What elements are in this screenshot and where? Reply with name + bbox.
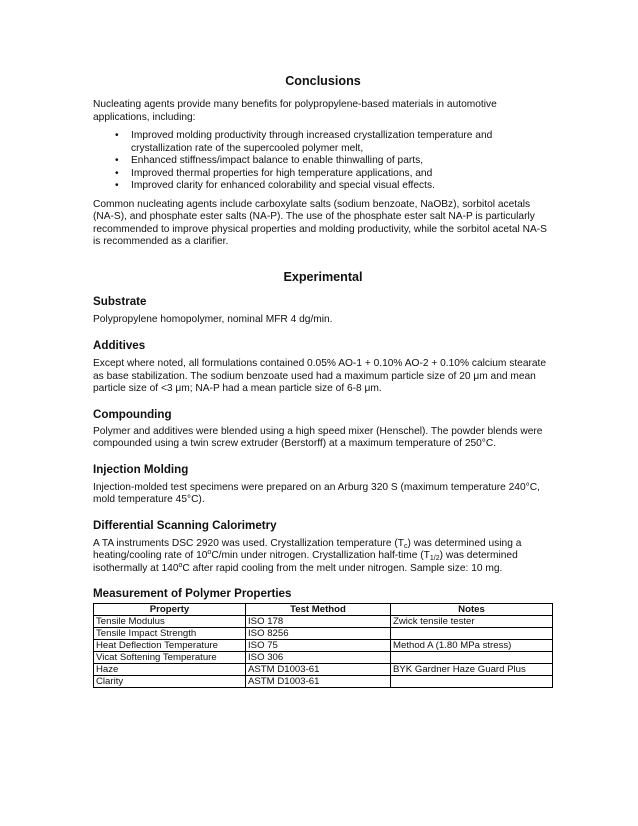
table-cell: Tensile Modulus <box>94 616 246 628</box>
dsc-text-part: C after rapid cooling from the melt under nitrogen. Sample size: 10 mg. <box>182 562 503 574</box>
dsc-text-part: ) was determined using a heating/cooling rate of 10 <box>93 537 522 561</box>
conclusions-title: Conclusions <box>285 74 361 88</box>
dsc-text-part: A TA instruments DSC 2920 was used. Crystallization temperature (T <box>93 537 405 549</box>
list-item: • Improved molding productivity through increased crystallization temperature and crystallization rate of the supercooled polymer melt, <box>93 130 553 155</box>
dsc-superscript: o <box>178 561 183 569</box>
conclusions-intro: Nucleating agents provide many benefits for polypropylene-based materials in automotive applications, including: <box>93 99 497 123</box>
measurement-heading: Measurement of Polymer Properties <box>93 587 292 600</box>
experimental-title: Experimental <box>283 269 363 284</box>
table-cell: Tensile Impact Strength <box>94 628 246 640</box>
table-cell: ASTM D1003-61 <box>246 664 391 676</box>
dsc-superscript: o <box>207 549 212 556</box>
table-cell: ISO 75 <box>246 640 391 652</box>
list-item: • Improved thermal properties for high temperature applications, and <box>93 168 553 181</box>
dsc-subscript: c <box>404 542 408 550</box>
additives-heading: Additives <box>93 339 146 352</box>
dsc-text <box>93 538 553 576</box>
table-cell: ASTM D1003-61 <box>246 676 391 688</box>
conclusions-closing: Common nucleating agents include carboxylate salts (sodium benzoate, NaOBz), sorbitol acetals (NA-S), and phosphate ester salts (NA-P). The use of the phosphate ester salt NA-P is particularly recommended to improve physical properties and molding productivity, while the sorbitol acetal NA-S is recommended as a clarifier. <box>93 198 547 247</box>
dsc-text-part: C/min under nitrogen. Crystallization half-time (T <box>211 550 430 561</box>
document-page <box>93 74 553 688</box>
table-cell: ISO 306 <box>246 652 391 664</box>
dsc-subscript: 1/2 <box>429 555 440 562</box>
table-cell: Clarity <box>94 676 246 688</box>
additives-text: Except where noted, all formulations contained 0.05% AO-1 + 0.10% AO-2 + 0.10% calcium stearate as base stabilization. The sodium benzoate used had a maximum particle size of 20 μm and mean particle size of <3 μm; NA-P had a mean particle size of 6-8 μm. <box>93 358 547 394</box>
injection-molding-text: Injection-molded test specimens were prepared on an Arburg 320 S (maximum temperature 240°C, mold temperature 45°C). <box>93 481 540 505</box>
table-cell: Vicat Softening Temperature <box>94 652 246 664</box>
list-item: • Enhanced stiffness/impact balance to enable thinwalling of parts, <box>93 155 553 168</box>
table-cell <box>391 652 553 664</box>
table-row <box>94 640 553 652</box>
injection-molding-heading: Injection Molding <box>93 462 189 476</box>
table-row <box>94 616 553 628</box>
compounding-text: Polymer and additives were blended using a high speed mixer (Henschel). The powder blends were compounded using a twin screw extruder (Berstorff) at a maximum temperature of 250°C. <box>93 425 543 449</box>
table-row <box>94 652 553 664</box>
table-cell <box>391 676 553 688</box>
substrate-heading: Substrate <box>93 294 147 308</box>
table-cell: Haze <box>94 664 246 676</box>
table-cell: Heat Deflection Temperature <box>94 640 246 652</box>
compounding-heading: Compounding <box>93 407 172 421</box>
table-row <box>94 676 553 688</box>
table-cell <box>391 628 553 640</box>
table-cell: Method A (1.80 MPa stress) <box>391 640 553 652</box>
table-cell: Zwick tensile tester <box>391 616 553 628</box>
table-cell: BYK Gardner Haze Guard Plus <box>391 664 553 676</box>
dsc-heading: Differential Scanning Calorimetry <box>93 518 277 532</box>
table-row <box>94 628 553 640</box>
dsc-text-part: ) was determined isothermally at 140 <box>93 550 518 574</box>
table-cell: ISO 8256 <box>246 628 391 640</box>
substrate-text: Polypropylene homopolymer, nominal MFR 4 dg/min. <box>93 313 333 325</box>
column-header: Property <box>94 604 246 616</box>
list-item: • Improved clarity for enhanced colorability and special visual effects. <box>93 180 553 193</box>
benefits-list <box>93 130 553 193</box>
column-header: Test Method <box>246 604 391 616</box>
properties-table <box>93 603 553 688</box>
table-header-row <box>94 604 553 616</box>
table-row <box>94 664 553 676</box>
table-cell: ISO 178 <box>246 616 391 628</box>
column-header: Notes <box>391 604 553 616</box>
